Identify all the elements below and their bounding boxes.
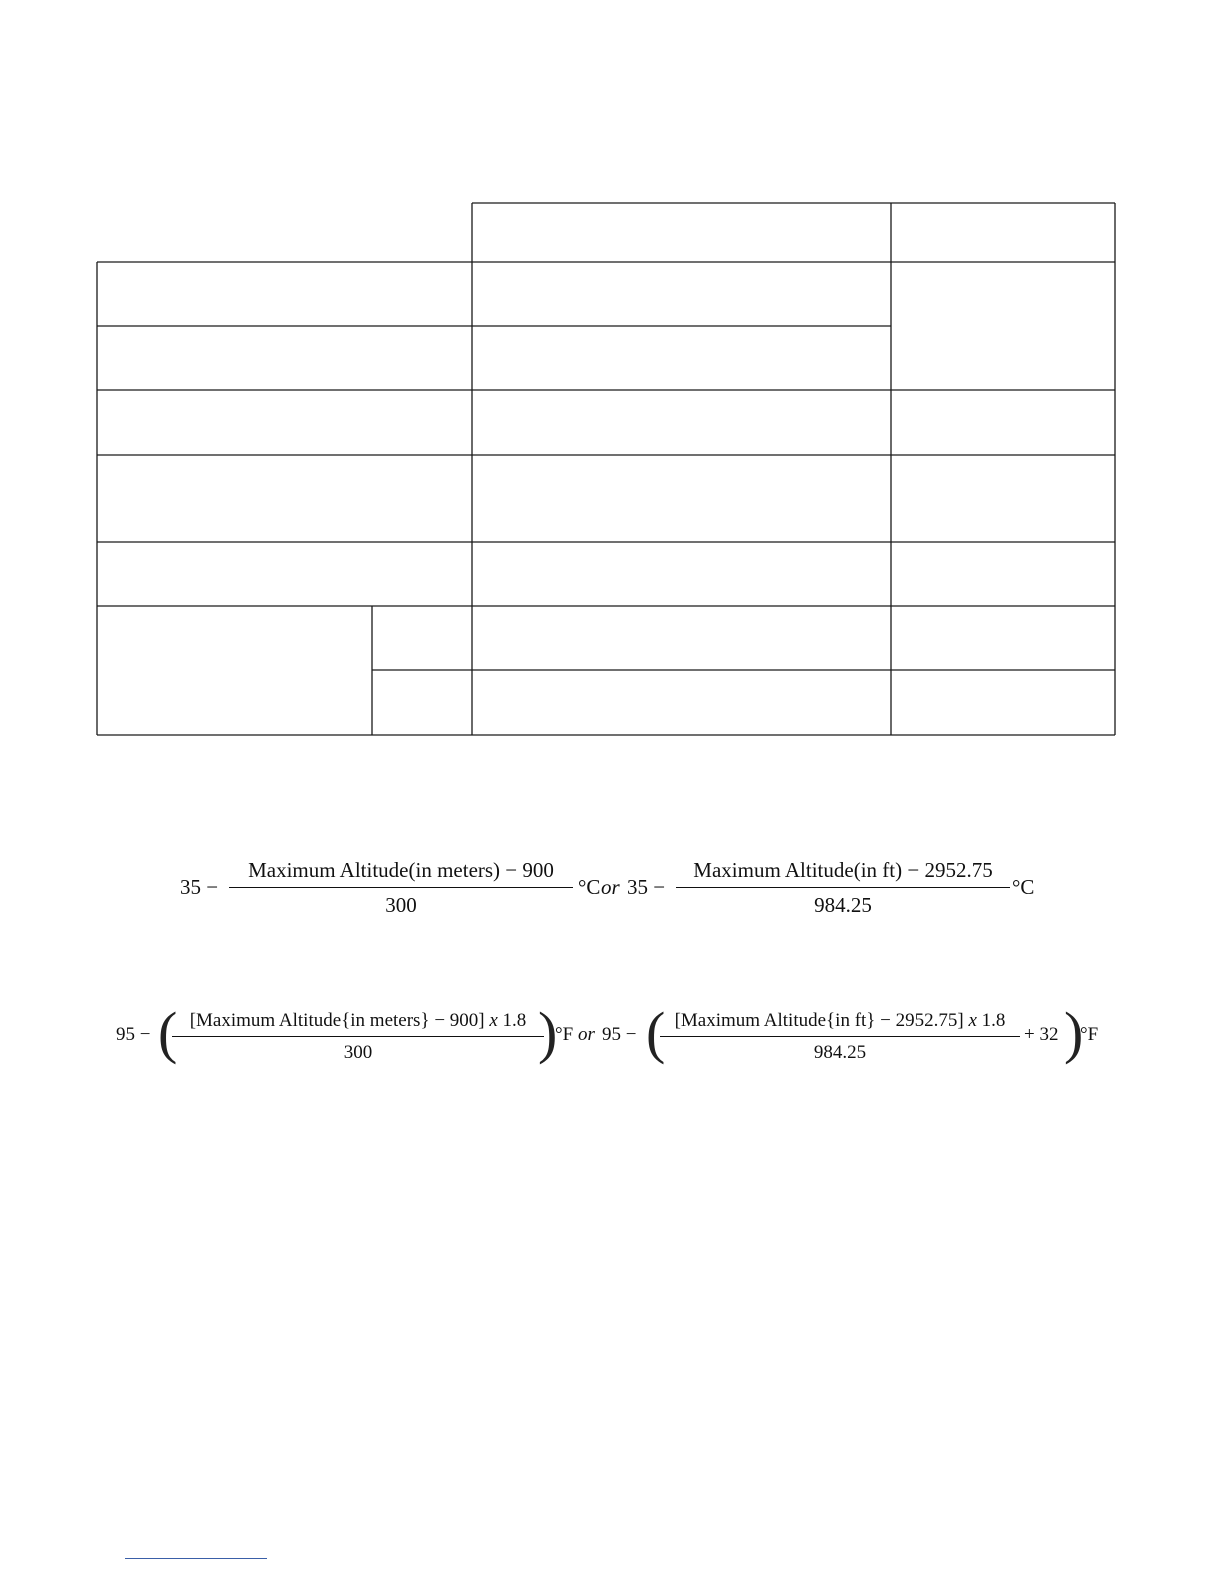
celsius-lead-term-2: 35 − [627,875,666,899]
celsius-unit: °C [578,875,601,899]
fraction-numerator: [Maximum Altitude{in ft} − 2952.75] x 1.8 [660,1010,1020,1037]
fraction-numerator: Maximum Altitude(in meters) − 900 [229,858,573,888]
fraction-numerator: [Maximum Altitude{in meters} − 900] x 1.8 [172,1010,544,1037]
fraction-numerator: Maximum Altitude(in ft) − 2952.75 [676,858,1010,888]
fahrenheit-fraction-feet [660,1010,1020,1064]
fraction-denominator: 984.25 [814,893,872,917]
fahrenheit-lead-term-2: 95 − [602,1024,637,1045]
close-paren-2: ) [1064,1000,1084,1065]
celsius-fraction-feet [676,858,1010,918]
close-paren-1: ) [538,1000,558,1065]
fahrenheit-tail-term: + 32 [1024,1024,1059,1045]
fraction-denominator: 984.25 [813,1042,867,1063]
fahrenheit-unit-2: °F [1080,1024,1099,1045]
celsius-fraction-meters [229,858,573,918]
specification-table [0,0,1224,760]
fraction-denominator: 300 [385,893,417,917]
celsius-lead-term: 35 − [180,875,219,899]
fahrenheit-unit: °F [555,1024,574,1045]
fahrenheit-fraction-meters [172,1010,544,1064]
celsius-unit-2: °C [1012,875,1035,899]
footnote-separator [125,1558,267,1559]
fahrenheit-joiner: or [578,1024,595,1045]
open-paren-1: ( [158,1000,178,1065]
open-paren-2: ( [646,1000,666,1065]
fahrenheit-lead-term: 95 − [116,1024,151,1045]
fraction-denominator: 300 [343,1042,373,1063]
celsius-joiner: or [601,875,620,899]
